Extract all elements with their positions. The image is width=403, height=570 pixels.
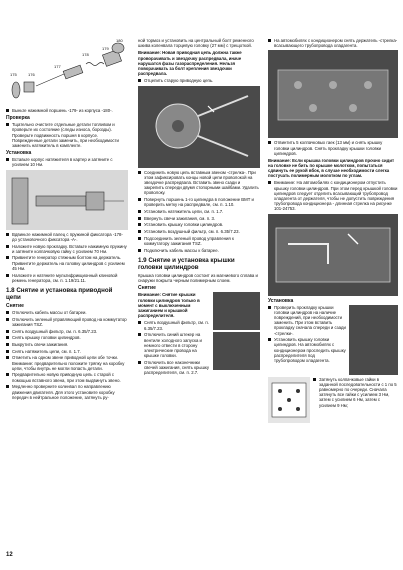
fig-label: 175 [10, 72, 17, 77]
bullet: Внимание: На автомобилях с кондиционером отпустить крышку головки цилиндров. При этом перед крышкой головки цилиндров следует отделить всасывающий трубопровод хладагента от держателя, чтобы не допустить повреждения трубопровода кондиционера - длинная стрелка на рисунке 101-24753. [268, 180, 398, 211]
fig-label: 180 [116, 38, 123, 43]
bullet: Вставьте корпус натяжителя в картер и затяните с усилием 10 Нм. [6, 157, 128, 167]
heading-install: Установка [6, 150, 32, 157]
warning: Внимание: Новая приводная цепь должна также проворачивать и звездочку распредвала, иначе нарушатся фазы газораспределения. Нельзя поворачивать за болт крепления звездочки распредвала. [138, 50, 242, 77]
section-title: 1.8 Снятие и установка приводной цепи [6, 286, 113, 301]
bullet: Предварительно новую приводную цепь с старой с помощью вставного звена, при этом выдвинуть звено. [6, 372, 128, 382]
bullet: Установить крышку головки цилиндров. [138, 222, 260, 227]
bullet: Отметить на одном звене приводной цепи обе точки. Внимание: предварительно положите тряпку на коробку цепи, чтобы внутрь не могли попасть детали. [6, 355, 128, 371]
install-text [268, 305, 346, 375]
column-right [268, 38, 398, 423]
bullet: Привинтите генератор стяжным болтом на держатель. Привинтите держатель на головку цилиндров с усилием 45 Нм. [6, 255, 128, 271]
bullet: Проверить прокладку крышки головки цилиндров на наличие повреждений, при необходимости заменить. При этом вставить прокладку сначала спереди и сзади -стрелки-. [268, 305, 346, 336]
fig-label: 178 [82, 52, 89, 57]
bullet: Отключить все наконечники свечей зажигания, снять крышку распределителя, см. п. 2.7. [138, 360, 210, 376]
bullet: Снять крышку головки цилиндров. [6, 335, 128, 340]
bullet: Снять воздушный фильтр, см. п. 6.35/7.23. [138, 320, 210, 330]
heading-install: Установка [268, 297, 294, 304]
tensioner-exploded-drawing [6, 38, 128, 106]
bullet: Отцепить старую приводную цепь. [138, 78, 260, 83]
bullet: Отвинтить 5 колпачковых гаек (13 мм) и снять крышку головки цилиндров. Снять прокладку крышки головки цилиндров. [268, 140, 398, 156]
bullet: Отключить зеленый управляющий провод на коммутатор зажигания TSZ. [6, 317, 128, 327]
ac-pipe-figure [268, 214, 398, 296]
bullet: Отключить кабель массы от батареи. [6, 310, 128, 315]
bullet: На автомобилях с кондиционером снять держатель -стрелка- всасывающего трубопровода хладагента. [268, 38, 398, 48]
page-number: 12 [6, 552, 13, 558]
bullet: Вдвиньте нажимной палец с пружиной фиксатора -178- до установочного фиксатора -А-. [6, 232, 128, 242]
tighten-sequence-drawing [268, 377, 310, 423]
bullet: Повернуть поршень 1-го цилиндра в положение ВМТ и проверить метку на распредвале, см. п. 1.10. [138, 197, 260, 207]
fig-label: 176 [28, 72, 35, 77]
column-left [6, 38, 128, 402]
bullet: Наложите новую прокладку. Вставьте нажимную пружину и затяните колпачковую гайку с усилием 70 Нм. [6, 244, 128, 254]
tensioner-install-figure [6, 170, 128, 230]
cover-photo-bottom [213, 332, 260, 370]
paragraph: Выньте нажимной поршень -179- из корпуса -180-. [6, 108, 128, 113]
bullet: Отключить синий штекер на вентиле холодного запуска и немного отвести в сторону электрические провода на крышке головки. [138, 332, 210, 358]
bullet: Затянуть колпачковые гайки в заданной последовательности с 1 по 5 равномерно по очереди. Сначала затянуть все гайки с усилием 3 Нм, затем с усилием 6 Нм, затем с усилием 9 Нм; [313, 377, 398, 408]
bullet: Наложите и натяните мультифрикционный клиновой ремень генератора, см. п. 1.19/21.11. [6, 273, 128, 283]
fig-label: 179 [102, 46, 109, 51]
tighten-row [268, 377, 398, 423]
remove-text [138, 292, 210, 377]
bullet: Выкрутить свечи зажигания. [6, 342, 128, 347]
heading-remove: Снятие [6, 302, 24, 309]
bullet: Установить воздушный фильтр, см. п. 6.35/7.23. [138, 229, 260, 234]
paragraph: ной тормоз и установить на центральный болт ременного шкива коленвала торцевую головку (27 мм) с трещоткой. [138, 38, 254, 49]
bullet: Тщательно очистите отдельные детали топливом и проверьте их состояние (следы износа, борозды). Проверьте подвижность поршня в корпусе. Поврежденные детали заменить, при необходимости заменить натяжитель в комплекте. [6, 122, 128, 148]
tighten-text [313, 377, 398, 423]
tighten-diagram [268, 377, 310, 423]
timing-chain-photo [138, 86, 260, 168]
remove-photos [213, 292, 260, 377]
bullet: Установить натяжитель цепи, см. п. 1.7. [138, 209, 260, 214]
warning: Внимание: Если крышка головки цилиндров прочно сидит на головке не бить по крышке молотком, попытаться сдвинуть ее рукой вбок, в случае необходимости слегка постучать полимерным молотком по углам. [268, 157, 395, 179]
gasket-photo [349, 305, 398, 375]
cover-nuts-photo [268, 50, 398, 138]
fig-label: 177 [54, 64, 61, 69]
bullet: Медленно проверните коленвал по направлению движения двигателя. Для этого установите коробку передач в нейтральное положение, затянуть ру- [6, 384, 128, 400]
ac-pipe-photo [268, 214, 398, 296]
bullet: Установить крышку головки цилиндров. На автомобилях с кондиционером проследить крышку распределителя под трубопроводом хладагента. [268, 337, 346, 363]
bullet: Подсоединить зеленый провод управления к коммутатору зажигания TSZ. [138, 236, 260, 246]
bullet: Снять натяжитель цепи, см. п. 1.7. [6, 349, 128, 354]
cover-nuts-figure [268, 50, 398, 138]
bullet: Подключить кабель массы к батарее. [138, 248, 260, 253]
paragraph: Крышка головки цилиндров состоит из магниевого сплава и снаружи покрыта черным полимерным слоем. [138, 272, 258, 284]
heading-remove: Снятие [138, 285, 156, 292]
tensioner-install-drawing [6, 170, 128, 230]
bullet: Ввернуть свечи зажигания, см. п. 3. [138, 216, 260, 221]
column-middle [138, 38, 260, 377]
remove-row [138, 292, 260, 377]
bullet: Снять воздушный фильтр, см. п. 6.35/7.23. [6, 329, 128, 334]
section-title: 1.9 Снятие и установка крышки головки цилиндров [138, 256, 235, 271]
cover-photo-top [213, 292, 260, 330]
timing-chain-figure [138, 86, 260, 168]
tensioner-parts-figure [6, 38, 128, 106]
warning: Внимание: Снятие крышки головки цилиндров только в момент с выключенным зажиганием и крышкой распределителя. [138, 292, 200, 319]
install-row [268, 305, 398, 375]
heading-check: Проверка [6, 115, 30, 122]
bullet: Соединить новую цепь вставным звеном -стрелка-. При этом зафиксировать концы новой цепи проволокой на звездочке распредвала. Вставить звено сзади и закрепить спереди двумя стопорными шайбами. Удалить проволоку. [138, 170, 260, 196]
